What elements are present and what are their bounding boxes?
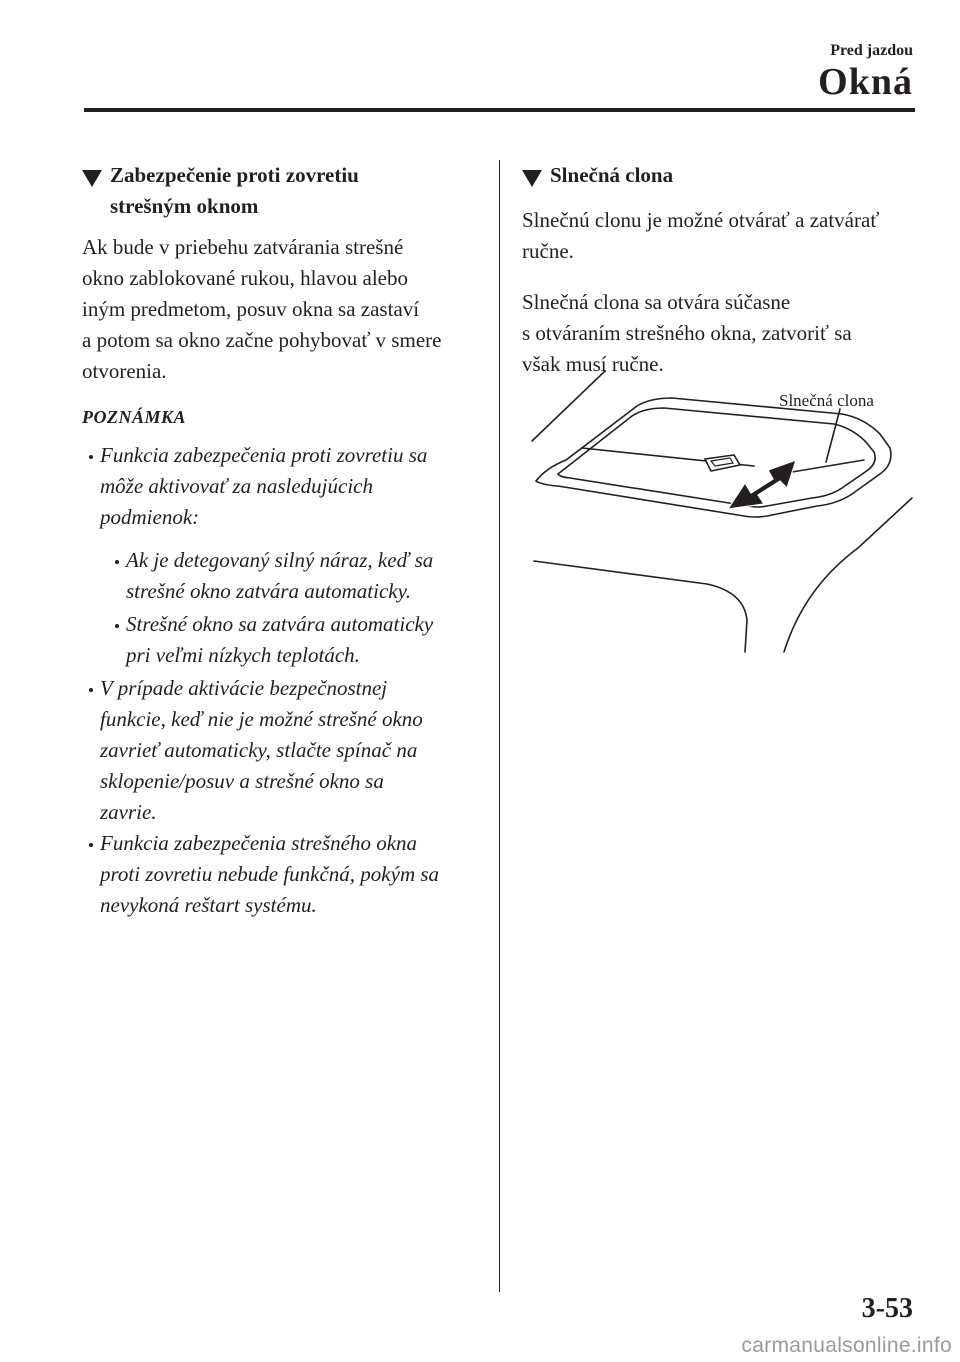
text-line: Ak bude v priebehu zatvárania strešné: [82, 235, 404, 259]
bullet-icon: [115, 560, 119, 564]
bullet-icon: [115, 624, 119, 628]
header-divider: [84, 108, 915, 112]
paragraph-sunshade-manual: Slnečnú clonu je možné otvárať a zatvárať ručne.: [522, 208, 880, 263]
heading-line: strešným oknom: [110, 194, 259, 218]
heading-line: Zabezpečenie proti zovretiu: [110, 163, 359, 187]
bullet-icon: [89, 688, 93, 692]
note-item: Funkcia zabezpečenia strešného okna proti zovretiu nebude funkčná, pokým sa nevykoná reštart systému.: [82, 828, 477, 921]
text-line: a potom sa okno začne pohybovať v smere: [82, 328, 442, 352]
sunshade-diagram: [522, 366, 917, 666]
page-number: 3-53: [861, 1293, 913, 1324]
handle-icon: [705, 455, 740, 471]
column-divider: [499, 160, 500, 1292]
paragraph-sunshade-open: Slnečná clona sa otvára súčasne s otváraním strešného okna, zatvoriť sa však musí ručne.: [522, 290, 852, 376]
page-title: Okná: [818, 61, 913, 103]
right-column: [522, 160, 917, 410]
double-arrow-icon: [728, 460, 796, 509]
bullet-icon: [89, 843, 93, 847]
text-line: iným predmetom, posuv okna sa zastaví: [82, 297, 420, 321]
triangle-marker-icon: [82, 170, 102, 187]
text-line: otvorenia.: [82, 359, 167, 383]
left-column: [82, 160, 477, 921]
callout-label-sunshade: Slnečná clona: [779, 391, 874, 410]
note-label: POZNÁMKA: [82, 407, 187, 427]
watermark: carmanualsonline.info: [741, 1334, 952, 1357]
triangle-marker-icon: [522, 170, 542, 187]
note-item: Funkcia zabezpečenia proti zovretiu sa môže aktivovať za nasledujúcich podmienok:: [82, 440, 477, 533]
section-heading-sunshade: Slnečná clona: [522, 160, 917, 191]
note-subitem: Ak je detegovaný silný náraz, keď sa strešné okno zatvára automaticky.: [82, 545, 477, 607]
sunshade-illustration: [522, 366, 917, 666]
note-item: V prípade aktivácie bezpečnostnej funkcie, keď nie je možné strešné okno zavrieť automaticky, stlačte spínač na sklopenie/posuv a strešné okno sa zavrie.: [82, 673, 477, 828]
paragraph-anti-pinch: [82, 232, 477, 387]
bullet-icon: [89, 455, 93, 459]
text-line: okno zablokované rukou, hlavou alebo: [82, 266, 408, 290]
note-subitem: Strešné okno sa zatvára automaticky pri veľmi nízkych teplotách.: [82, 609, 477, 671]
section-heading-anti-pinch: [82, 160, 477, 222]
section-name: Pred jazdou: [830, 42, 913, 59]
